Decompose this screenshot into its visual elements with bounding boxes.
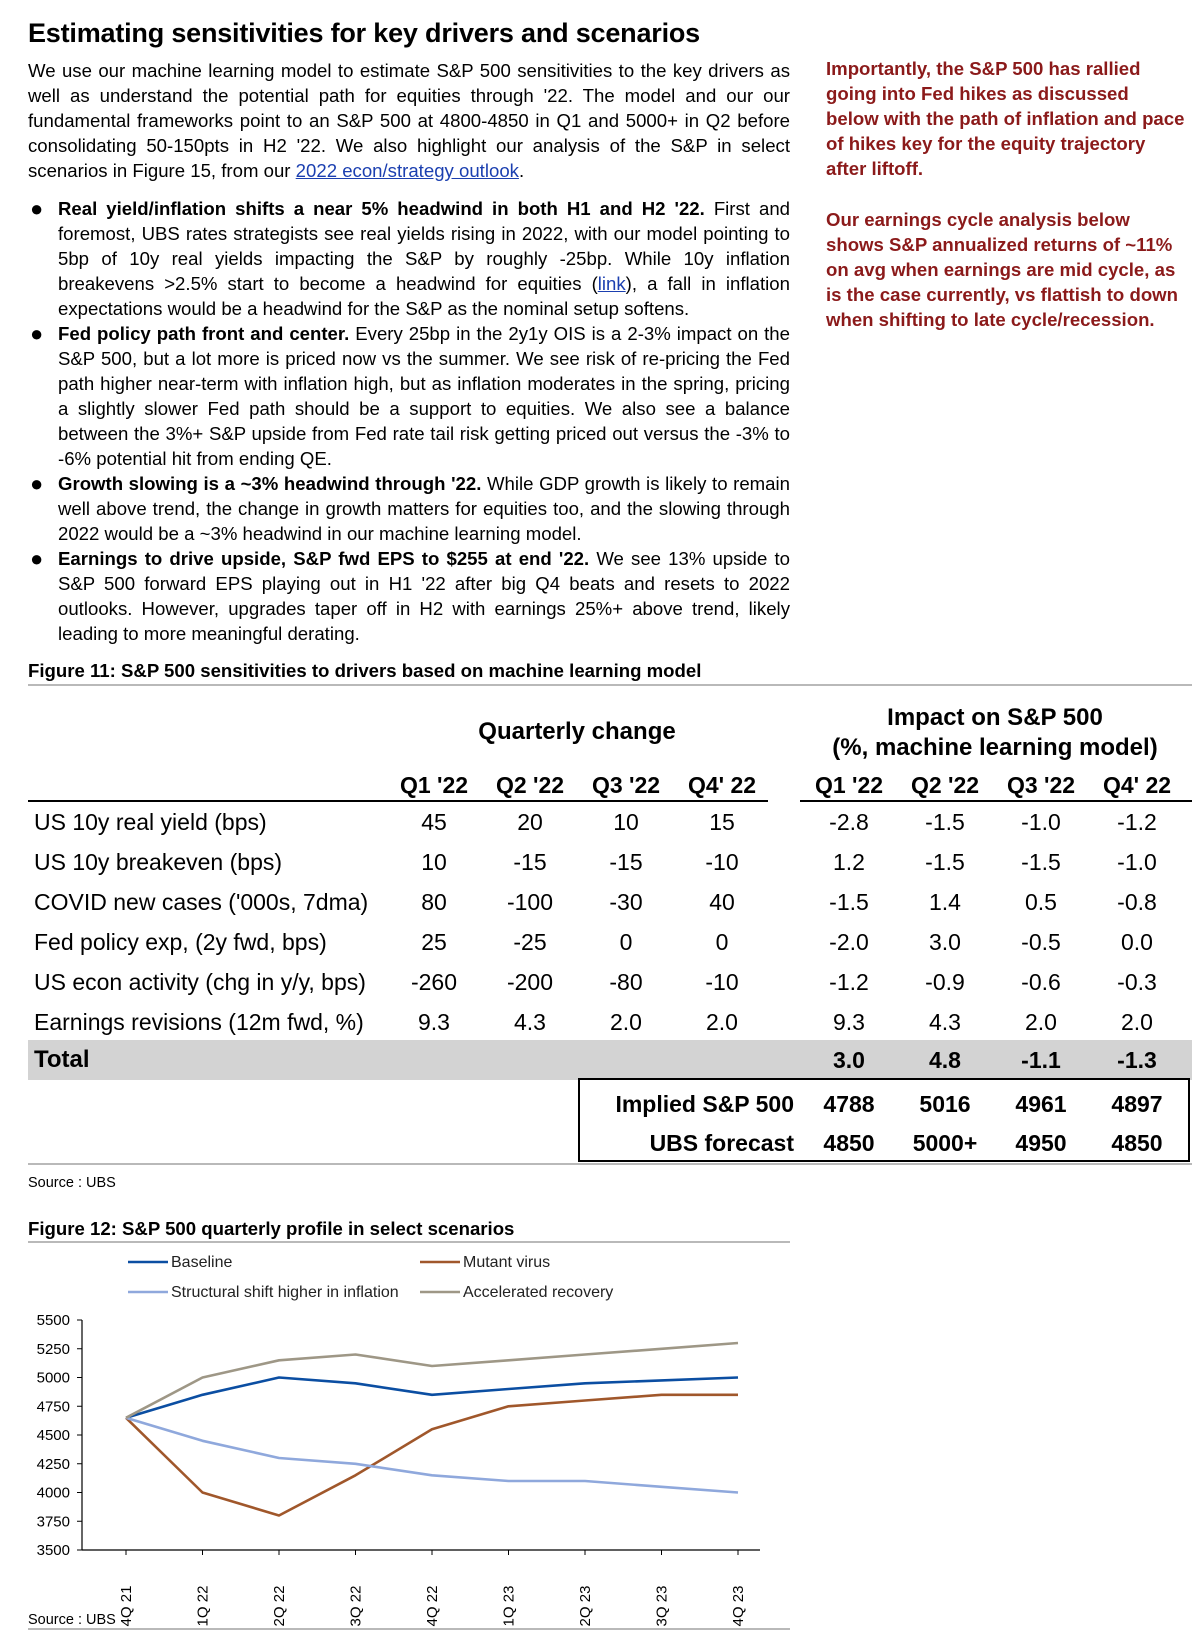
column-header: Q3 '22 [1006,772,1076,798]
implied-cell: 4788 [823,1091,875,1117]
legend-label: Mutant virus [463,1254,551,1271]
column-header: Q4' 22 [1102,772,1172,798]
figure11-bottom-rule [28,1163,1192,1165]
table-cell: -10 [705,969,739,995]
table-cell: -30 [609,889,643,915]
intro-paragraph [28,58,790,183]
figure11-source: Source : UBS [28,1175,116,1191]
table-cell: 4.3 [929,1009,961,1035]
table-cell: -15 [609,849,643,875]
table-cell: 2.0 [1025,1009,1057,1035]
table-row-label: Earnings revisions (12m fwd, %) [34,1009,364,1035]
bullet-text: First and foremost, UBS rates strategists see real yields rising in 2022, with our model pointing to 5bp of 10y real yields impacting the S&P by roughly -25bp. While 10y inflation breakevens >2.5% start to become a headwind for equities ( [58,198,790,294]
figure11-title: Figure 11: S&P 500 sensitivities to drivers based on machine learning model [28,660,702,681]
impact-header-line1: Impact on S&P 500 [887,704,1103,731]
table-cell: -10 [705,849,739,875]
intro-text: We use our machine learning model to estimate S&P 500 sensitivities to the key drivers as well as understand the potential path for equities through '22. The model and our our fundamental frameworks point to an S&P 500 at 4800-4850 in Q1 and 5000+ in Q2 before consolidating 50-150pts in H2 '22. We also highlight our analysis of the S&P in select scenarios in Figure 15, from our [28,60,790,181]
figure12-source: Source : UBS [28,1612,116,1628]
column-header: Q1 '22 [814,772,884,798]
outlook-link[interactable]: 2022 econ/strategy outlook [295,160,519,181]
table-cell: -100 [506,889,554,915]
table-cell: 2.0 [1121,1009,1153,1035]
table-cell: -2.0 [829,929,869,955]
y-tick-label: 5000 [36,1369,70,1387]
table-row-label: US 10y real yield (bps) [34,809,267,835]
table-cell: 15 [709,809,735,835]
bullet-icon: ● [30,196,44,221]
table-cell: -0.8 [1117,889,1157,915]
implied-cell: 4850 [1111,1130,1163,1156]
figure12-bottom-rule [28,1628,790,1630]
figure12-top-rule [28,1241,790,1243]
legend-label: Accelerated recovery [463,1284,614,1301]
x-tick-label: 2Q 22 [271,1585,288,1627]
table-cell: 0 [715,929,729,955]
table-cell: 0.5 [1025,889,1057,915]
table-cell: 2.0 [610,1009,642,1035]
table-cell: 9.3 [418,1009,450,1035]
bullet-list [28,196,790,646]
bullet-icon: ● [30,321,44,346]
y-tick-label: 4500 [36,1427,70,1444]
y-tick-label: 5500 [36,1312,70,1329]
implied-row-label: UBS forecast [649,1130,794,1156]
table-row-label: COVID new cases ('000s, 7dma) [34,889,369,915]
bullet-text: Every 25bp in the 2y1y OIS is a 2-3% impact on the S&P 500, but a lot more is priced now vs the summer. We see risk of re-pricing the Fed path higher near-term with inflation high, but as inflation moderates in the spring, pricing a slightly slower Fed path should be a support to equities. We also see a balance between the 3%+ S&P upside from Fed rate tail risk getting priced out versus the -3% to -6% potential hit from ending QE. [58,323,790,469]
table-cell: 45 [421,809,447,835]
table-cell: -1.5 [829,889,869,915]
table-cell: 10 [421,849,447,875]
list-item [28,321,790,471]
total-cell: 4.8 [929,1047,961,1073]
x-tick-label: 2Q 23 [577,1585,594,1627]
implied-cell: 4850 [823,1130,875,1156]
y-tick-label: 3500 [36,1542,70,1559]
legend-label: Structural shift higher in inflation [171,1284,399,1301]
table-cell: 25 [421,929,447,955]
table-cell: -1.2 [829,969,869,995]
column-header: Q4' 22 [687,772,757,798]
total-cell: -1.1 [1021,1047,1061,1073]
bullet-icon: ● [30,546,44,571]
table-cell: -1.2 [1117,809,1157,835]
table-cell: -1.0 [1117,849,1157,875]
column-header: Q3 '22 [591,772,661,798]
table-cell: -1.0 [1021,809,1061,835]
implied-cell: 5016 [919,1091,971,1117]
y-tick-label: 3750 [36,1513,70,1531]
intro-text-end: . [518,160,525,181]
implied-cell: 4961 [1015,1091,1067,1117]
table-cell: 20 [517,809,543,835]
table-cell: 4.3 [514,1009,546,1035]
implied-cell: 5000+ [912,1130,978,1156]
x-tick-label: 1Q 22 [194,1585,212,1627]
x-tick-label: 4Q 23 [730,1585,747,1627]
table-cell: -200 [506,969,554,995]
sidebar-note-earnings-cycle: Our earnings cycle analysis below shows S&P annualized returns of ~11% on avg when earnings are mid cycle, as is the case currently, vs flattish to down when shifting to late cycle/recession. [826,209,1178,330]
table-cell: -25 [513,929,547,955]
y-tick-label: 4750 [36,1398,70,1416]
table-cell: -0.9 [925,969,965,995]
breakeven-link[interactable]: link [597,273,626,294]
legend-label: Baseline [171,1254,233,1271]
total-cell: -1.3 [1117,1047,1157,1073]
impact-header-line2: (%, machine learning model) [832,734,1158,761]
table-cell: 9.3 [833,1009,865,1035]
x-tick-label: 1Q 23 [500,1585,518,1627]
table-cell: 10 [613,809,639,835]
table-cell: 1.4 [929,889,961,915]
bullet-text: We see 13% upside to S&P 500 forward EPS playing out in H1 '22 after big Q4 beats and resets to 2022 outlooks. However, upgrades taper off in H2 with earnings 25%+ above trend, likely leading to more meaningful derating. [58,548,790,644]
bullet-text: While GDP growth is likely to remain well above trend, the change in growth matters for equities too, and the slowing through 2022 would be a ~3% headwind in our machine learning model. [58,473,790,544]
page-title: Estimating sensitivities for key drivers and scenarios [28,18,700,48]
figure11-top-rule [28,684,1192,686]
table-cell: -1.5 [1021,849,1061,875]
x-tick-label: 3Q 23 [653,1585,671,1627]
implied-cell: 4950 [1015,1130,1067,1156]
total-cell: 3.0 [833,1047,865,1073]
column-header: Q1 '22 [399,772,469,798]
table-row-label: Fed policy exp, (2y fwd, bps) [34,929,327,955]
table-cell: 2.0 [706,1009,738,1035]
x-tick-label: 4Q 21 [118,1585,135,1627]
y-tick-label: 4000 [36,1484,70,1502]
table-row-label: US 10y breakeven (bps) [34,849,283,875]
list-item [28,196,790,321]
table-cell: -1.5 [925,809,965,835]
table-cell: 0 [619,929,633,955]
scenario-line-chart [0,1250,800,1630]
table-cell: -15 [513,849,547,875]
total-row-label: Total [34,1046,90,1073]
x-tick-label: 4Q 22 [424,1585,441,1627]
sidebar-note-fed-hikes: Importantly, the S&P 500 has rallied going into Fed hikes as discussed below with the path of inflation and pace of hikes key for the equity trajectory after liftoff. [826,58,1185,179]
bullet-heading: Fed policy path front and center. [58,323,350,344]
list-item [28,546,790,646]
bullet-heading: Real yield/inflation shifts a near 5% headwind in both H1 and H2 '22. [58,198,705,219]
table-cell: -80 [609,969,643,995]
column-header: Q2 '22 [495,772,565,798]
table-cell: -2.8 [829,809,869,835]
table-cell: 0.0 [1121,929,1153,955]
table-cell: -0.5 [1021,929,1061,955]
column-header: Q2 '22 [910,772,980,798]
implied-cell: 4897 [1111,1091,1163,1117]
series-line [126,1395,738,1516]
bullet-heading: Earnings to drive upside, S&P fwd EPS to $255 at end '22. [58,548,590,569]
table-cell: -0.6 [1021,969,1061,995]
y-tick-label: 5250 [36,1340,70,1358]
table-cell: -1.5 [925,849,965,875]
bullet-icon: ● [30,471,44,496]
table-cell: 1.2 [833,849,865,875]
table-cell: -0.3 [1117,969,1157,995]
table-row-label: US econ activity (chg in y/y, bps) [34,969,366,995]
bullet-text-end: ), a fall in inflation expectations would be a headwind for the S&P as the nominal setup softens. [58,273,790,319]
y-tick-label: 4250 [36,1455,70,1473]
table-cell: 80 [421,889,447,915]
table-cell: 40 [709,889,735,915]
table-cell: -260 [410,969,458,995]
series-line [126,1378,738,1418]
bullet-heading: Growth slowing is a ~3% headwind through '22. [58,473,482,494]
figure12-title: Figure 12: S&P 500 quarterly profile in select scenarios [28,1218,515,1239]
list-item [28,471,790,546]
table-cell: 3.0 [929,929,961,955]
x-tick-label: 3Q 22 [347,1585,365,1627]
quarterly-change-header: Quarterly change [478,718,676,745]
implied-row-label: Implied S&P 500 [615,1091,794,1117]
